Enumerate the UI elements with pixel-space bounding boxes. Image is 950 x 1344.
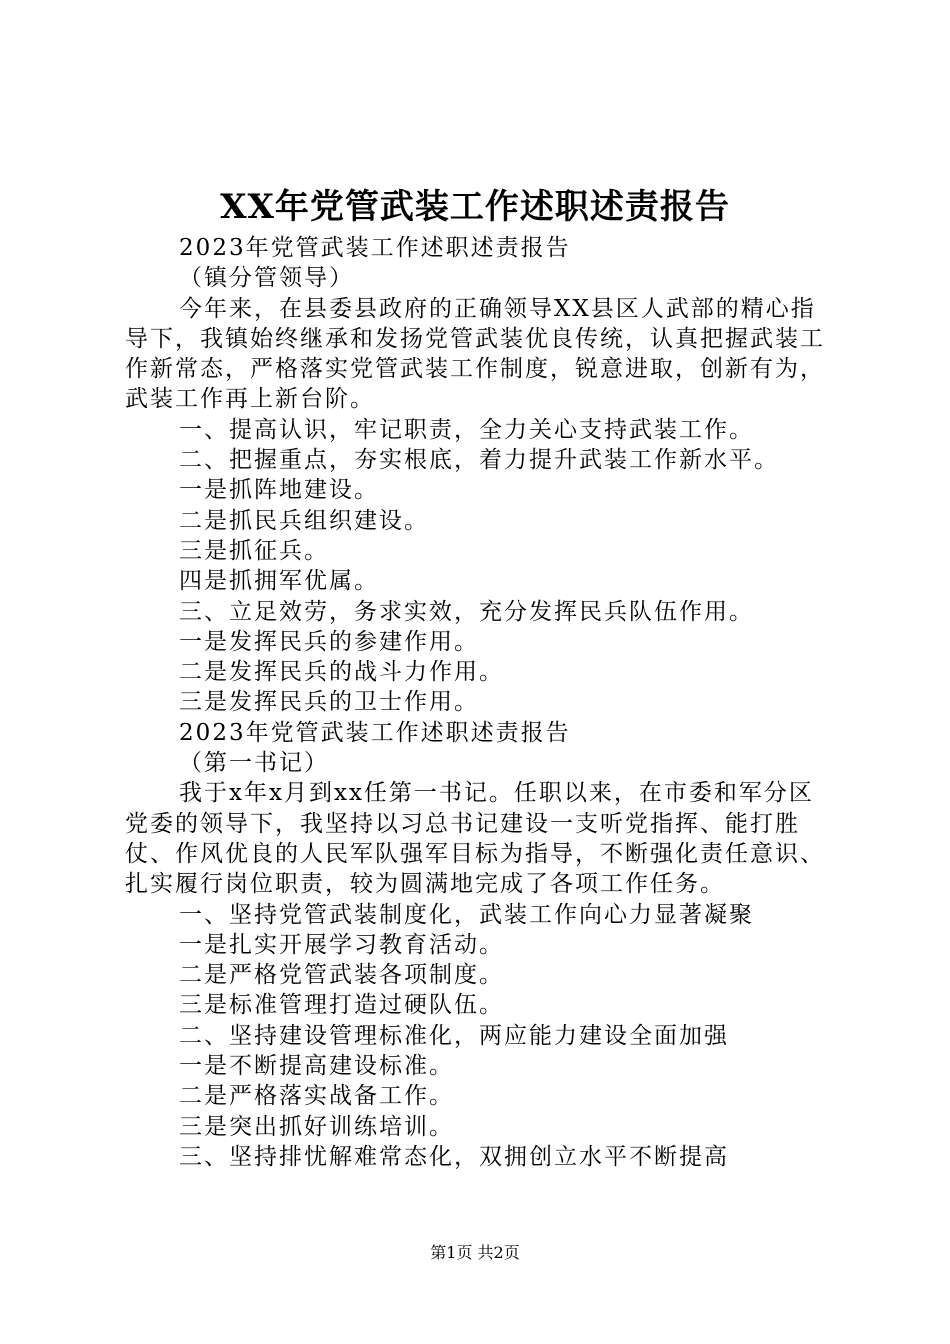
paragraph: 二是发挥民兵的战斗力作用。	[179, 659, 505, 686]
paragraph: 三是发挥民兵的卫士作用。	[179, 689, 480, 716]
paragraph: 三、坚持排忧解难常态化，双拥创立水平不断提高	[179, 1143, 730, 1170]
paragraph: 四是抓拥军优属。	[179, 568, 380, 595]
paragraph: 今年来，在县委县政府的正确领导XX县区人武部的精心指导下，我镇始终继承和发扬党管武装优良传统，认真把握武装工作新常态，严格落实党管武装工作制度，锐意进取，创新有为，武装工作再上新台阶。	[125, 295, 825, 413]
paragraph: 我于x年x月到xx任第一书记。任职以来，在市委和军分区党委的领导下，我坚持以习总书记建设一支听党指挥、能打胜仗、作风优良的人民军队强军目标为指导，不断强化责任意识、扎实履行岗位职责，较为圆满地完成了各项工作任务。	[125, 780, 825, 898]
paragraph: 一、提高认识，牢记职责，全力关心支持武装工作。	[179, 416, 755, 443]
paragraph: 三是标准管理打造过硬队伍。	[179, 992, 505, 1019]
paragraph: 一是不断提高建设标准。	[179, 1053, 455, 1080]
paragraph: 二是抓民兵组织建设。	[179, 507, 430, 534]
paragraph: 二是严格党管武装各项制度。	[179, 962, 505, 989]
paragraph: 二是严格落实战备工作。	[179, 1083, 455, 1110]
document-title: XX年党管武装工作述职述责报告	[220, 187, 730, 227]
paragraph: 二、坚持建设管理标准化，两应能力建设全面加强	[179, 1022, 730, 1049]
paragraph: 三是抓征兵。	[179, 537, 330, 564]
paragraph: （镇分管领导）	[179, 265, 355, 292]
paragraph: 三、立足效劳，务求实效，充分发挥民兵队伍作用。	[179, 598, 755, 625]
paragraph: 2023年党管武装工作述职述责报告	[179, 719, 571, 746]
paragraph: 一是扎实开展学习教育活动。	[179, 931, 505, 958]
page-footer: 第1页 共2页	[430, 1243, 520, 1262]
paragraph: 2023年党管武装工作述职述责报告	[179, 235, 571, 261]
document-body	[125, 233, 835, 1172]
paragraph: 一是发挥民兵的参建作用。	[179, 628, 480, 655]
paragraph: 一是抓阵地建设。	[179, 477, 380, 504]
paragraph: （第一书记）	[179, 750, 330, 777]
paragraph: 一、坚持党管武装制度化，武装工作向心力显著凝聚	[179, 901, 755, 928]
paragraph: 二、把握重点，夯实根底，着力提升武装工作新水平。	[179, 447, 780, 474]
paragraph: 三是突出抓好训练培训。	[179, 1113, 455, 1140]
